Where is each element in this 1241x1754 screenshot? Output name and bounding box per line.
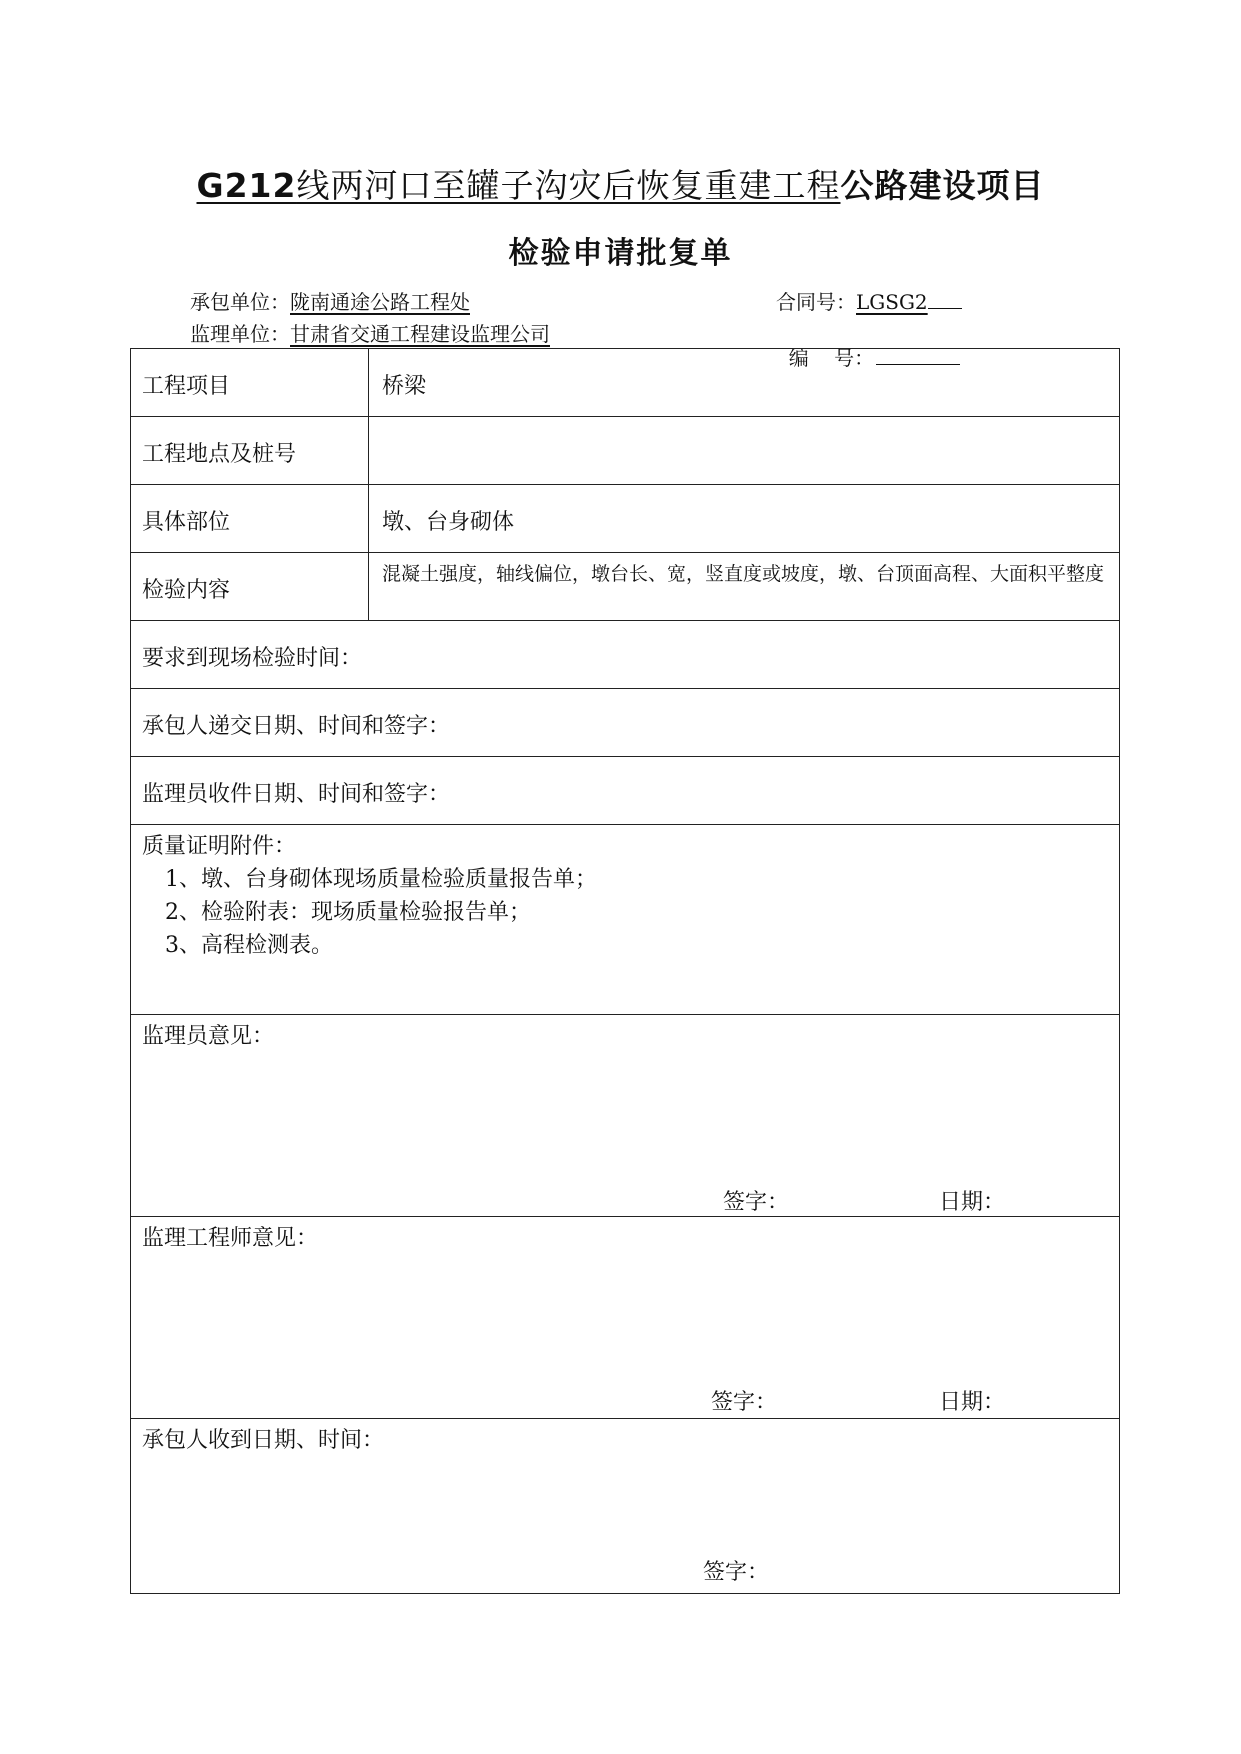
part-label: 具体部位 (142, 510, 231, 535)
supervisor-receive-label: 监理员收件日期、时间和签字： (142, 782, 451, 807)
part-cell (368, 485, 1119, 552)
project-value: 桥梁 (382, 374, 427, 399)
supervisor-opinion-label: 监理员意见： (142, 1024, 275, 1049)
part-value: 墩、台身砌体 (382, 510, 515, 535)
title-code: G212 (196, 166, 297, 205)
title-underlined: 线两河口至罐子沟灾后恢复重建工程 (296, 166, 841, 205)
inspection-form-table (130, 348, 1120, 1594)
attachment-item: 1、墩、台身砌体现场质量检验质量报告单； (165, 867, 597, 892)
row-supervisor-opinion (131, 1015, 1119, 1217)
contract-no-line (776, 286, 962, 315)
engineer-sign-label: 签字： (711, 1390, 778, 1415)
attachment-item: 3、高程检测表。 (165, 933, 333, 958)
row-project (131, 349, 1119, 417)
contract-no-value: LGSG2 (856, 290, 928, 314)
content-cell (368, 553, 1119, 620)
contractor-line (190, 286, 470, 315)
row-part (131, 485, 1119, 553)
project-label: 工程项目 (142, 374, 231, 399)
supervisor-line (190, 318, 550, 347)
supervisor-sign-label: 签字： (723, 1190, 790, 1215)
contract-no-blank (928, 288, 962, 309)
content-value: 混凝土强度，轴线偏位，墩台长、宽，竖直度或坡度，墩、台顶面高程、大面积平整度 (382, 563, 1105, 585)
row-required-time (131, 621, 1119, 689)
contractor-received-label: 承包人收到日期、时间： (142, 1428, 385, 1453)
location-label: 工程地点及桩号 (142, 442, 297, 467)
content-label: 检验内容 (142, 578, 231, 603)
row-contractor-received (131, 1419, 1119, 1595)
row-contractor-submit (131, 689, 1119, 757)
location-cell (368, 417, 1119, 484)
row-supervisor-receive (131, 757, 1119, 825)
engineer-opinion-label: 监理工程师意见： (142, 1226, 319, 1251)
document-subtitle: 检验申请批复单 (508, 236, 733, 271)
title-rest: 公路建设项目 (840, 166, 1045, 205)
document-title (0, 160, 1241, 207)
row-content (131, 553, 1119, 621)
supervisor-label: 监理单位： (190, 322, 290, 346)
contractor-label: 承包单位： (190, 290, 290, 314)
row-location (131, 417, 1119, 485)
contractor-submit-label: 承包人递交日期、时间和签字： (142, 714, 451, 739)
required-time-label: 要求到现场检验时间： (142, 646, 363, 671)
row-engineer-opinion (131, 1217, 1119, 1419)
engineer-date-label: 日期： (939, 1390, 1006, 1415)
attachments-label: 质量证明附件： (142, 834, 297, 859)
supervisor-value: 甘肃省交通工程建设监理公司 (290, 322, 550, 346)
serial-label: 编 号： (788, 346, 875, 370)
supervisor-date-label: 日期： (939, 1190, 1006, 1215)
contractor-value: 陇南通途公路工程处 (290, 290, 470, 314)
contractor-sign-label: 签字： (703, 1560, 770, 1585)
attachment-item: 2、检验附表：现场质量检验报告单； (165, 900, 531, 925)
row-attachments (131, 825, 1119, 1015)
project-cell (368, 349, 1119, 416)
contract-no-label: 合同号： (776, 290, 856, 314)
